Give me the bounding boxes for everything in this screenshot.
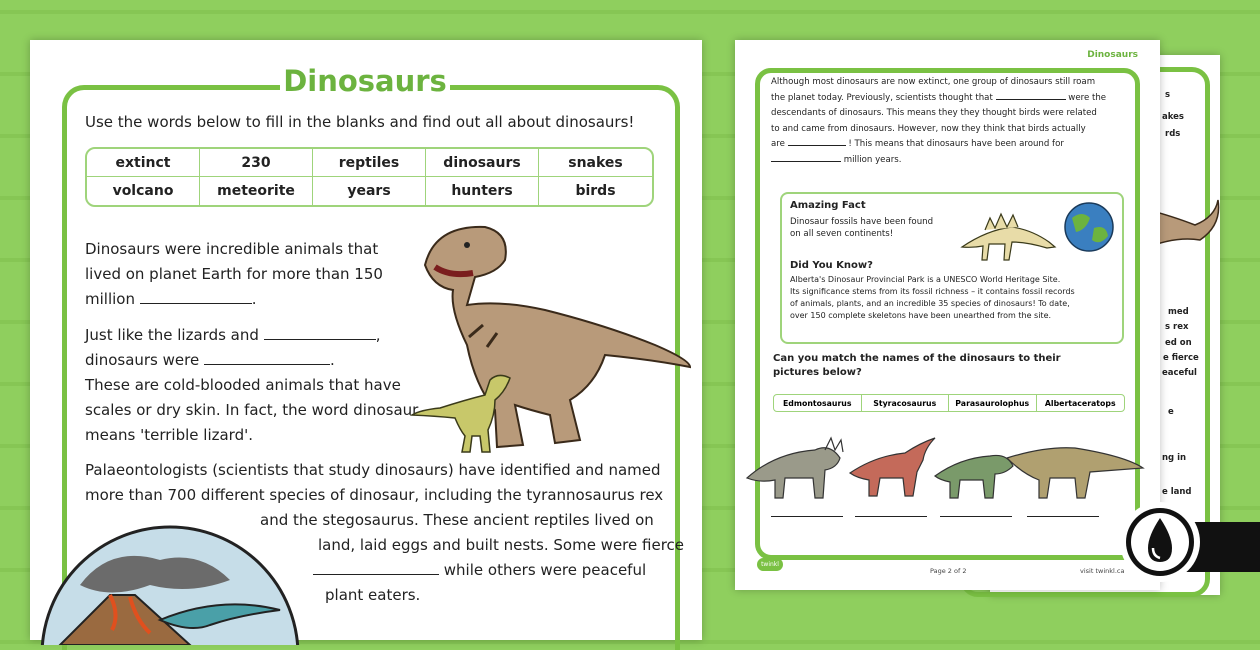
text-line: land, laid eggs and built nests. Some were fierce: [318, 536, 685, 554]
text-line: the planet today. Previously, scientists thought that were the: [771, 92, 1107, 103]
page-number: Page 2 of 2: [930, 567, 967, 575]
word-bank: [85, 147, 654, 207]
text-line: dinosaurs were .: [85, 351, 335, 369]
fact-box: [780, 192, 1124, 344]
text-fragment: s rex: [1165, 322, 1189, 332]
worksheet-page-2: [735, 40, 1160, 590]
word-bank-cell: extinct: [87, 149, 200, 177]
answer-blank[interactable]: [788, 137, 846, 146]
word-bank-cell: years: [313, 177, 426, 205]
text-fragment: s: [1165, 90, 1171, 100]
page-header: Dinosaurs: [1087, 50, 1138, 60]
match-question: Can you match the names of the dinosaurs to their pictures below?: [773, 353, 1061, 378]
text-fragment: ed on: [1165, 338, 1192, 348]
text-line: plant eaters.: [325, 586, 421, 604]
text-line: These are cold-blooded animals that have: [85, 376, 401, 394]
text-line: while others were peaceful: [85, 558, 685, 583]
answer-blank[interactable]: [140, 289, 252, 304]
word-bank-cell: reptiles: [313, 149, 426, 177]
answer-blank[interactable]: [204, 350, 330, 365]
text-fragment: ng in: [1162, 453, 1187, 463]
intro-paragraph: [771, 75, 1126, 168]
dinosaur-names-table: [773, 394, 1125, 412]
raptor-illustration: [410, 370, 520, 455]
answer-blank[interactable]: [313, 560, 439, 575]
text-line: descendants of dinosaurs. This means they they thought birds were related: [771, 108, 1097, 118]
dinosaur-name: Albertaceratops: [1044, 398, 1116, 408]
text-line: scales or dry skin. In fact, the word dinosaur: [85, 401, 419, 419]
amazing-fact-text: Dinosaur fossils have been found on all seven continents!: [790, 217, 934, 239]
text-line: Dinosaurs were incredible animals that: [85, 240, 379, 258]
ink-drop-icon: [1120, 502, 1200, 582]
answer-line[interactable]: [855, 516, 927, 517]
dinosaur-name: Edmontosaurus: [774, 395, 862, 411]
instructions: Use the words below to fill in the blanks and find out all about dinosaurs!: [85, 113, 635, 131]
text-line: are ! This means that dinosaurs have been around for: [771, 139, 1064, 149]
footer-website: visit twinkl.ca: [1080, 567, 1125, 575]
word-bank-cell: 230: [200, 149, 313, 177]
text-line: Although most dinosaurs are now extinct, one group of dinosaurs still roam: [771, 77, 1096, 87]
text-line: Palaeontologists (scientists that study dinosaurs) have identified and named: [85, 461, 661, 479]
paragraph-1: [85, 237, 415, 312]
twinkl-logo: twinkl: [757, 558, 783, 571]
text-fragment: rds: [1165, 129, 1181, 139]
did-you-know-text: Alberta's Dinosaur Provincial Park is a UNESCO World Heritage Site. Its significance stems from its fossil richness – it contains fossil records of animals, plants, and an incredible 35 species of dinosaurs! To date, over 150 complete skeletons have been unearthed from the site.: [790, 275, 1075, 320]
word-bank-cell: birds: [575, 183, 616, 199]
text-fragment: e land: [1162, 487, 1192, 497]
answer-blank[interactable]: [264, 325, 376, 340]
globe-illustration: [1062, 200, 1117, 255]
text-line: million years.: [771, 153, 1126, 169]
page-title: Dinosaurs: [280, 64, 450, 98]
word-bank-cell: meteorite: [200, 177, 313, 205]
text-line: to and came from dinosaurs. However, now they think that birds actually: [771, 123, 1086, 134]
did-you-know-heading: Did You Know?: [790, 260, 873, 271]
text-fragment: eaceful: [1162, 368, 1197, 378]
answer-blank[interactable]: [996, 91, 1066, 100]
text-fragment: akes: [1162, 112, 1184, 122]
answer-blank[interactable]: [771, 153, 841, 162]
text-line: and the stegosaurus. These ancient reptiles lived on: [260, 511, 654, 529]
word-bank-cell: volcano: [87, 177, 200, 205]
text-fragment: med: [1168, 307, 1189, 317]
word-bank-cell: hunters: [426, 177, 539, 205]
worksheet-page-1: [30, 40, 702, 640]
text-fragment: e fierce: [1163, 353, 1199, 363]
dinosaur-name: Styracosaurus: [862, 395, 950, 411]
text-line: Just like the lizards and ,: [85, 326, 381, 344]
stegosaurus-skeleton-illustration: [957, 202, 1057, 264]
volcano-illustration: [40, 525, 310, 645]
answer-line[interactable]: [771, 516, 843, 517]
text-line: lived on planet Earth for more than 150: [85, 265, 383, 283]
word-bank-cell: dinosaurs: [426, 149, 539, 177]
dinosaur-lineup-illustration: [745, 428, 1150, 508]
ink-badge: [1120, 502, 1200, 582]
answer-line[interactable]: [1027, 516, 1099, 517]
text-line: more than 700 different species of dinosaur, including the tyrannosaurus rex: [85, 486, 664, 504]
text-line: million .: [85, 290, 257, 308]
amazing-fact-heading: Amazing Fact: [790, 200, 866, 211]
paragraph-2: [85, 323, 445, 448]
word-bank-cell: snakes: [539, 149, 652, 177]
text-fragment: e: [1168, 407, 1174, 417]
answer-line[interactable]: [940, 516, 1012, 517]
text-line: means 'terrible lizard'.: [85, 426, 253, 444]
dinosaur-name: Parasaurolophus: [949, 395, 1037, 411]
